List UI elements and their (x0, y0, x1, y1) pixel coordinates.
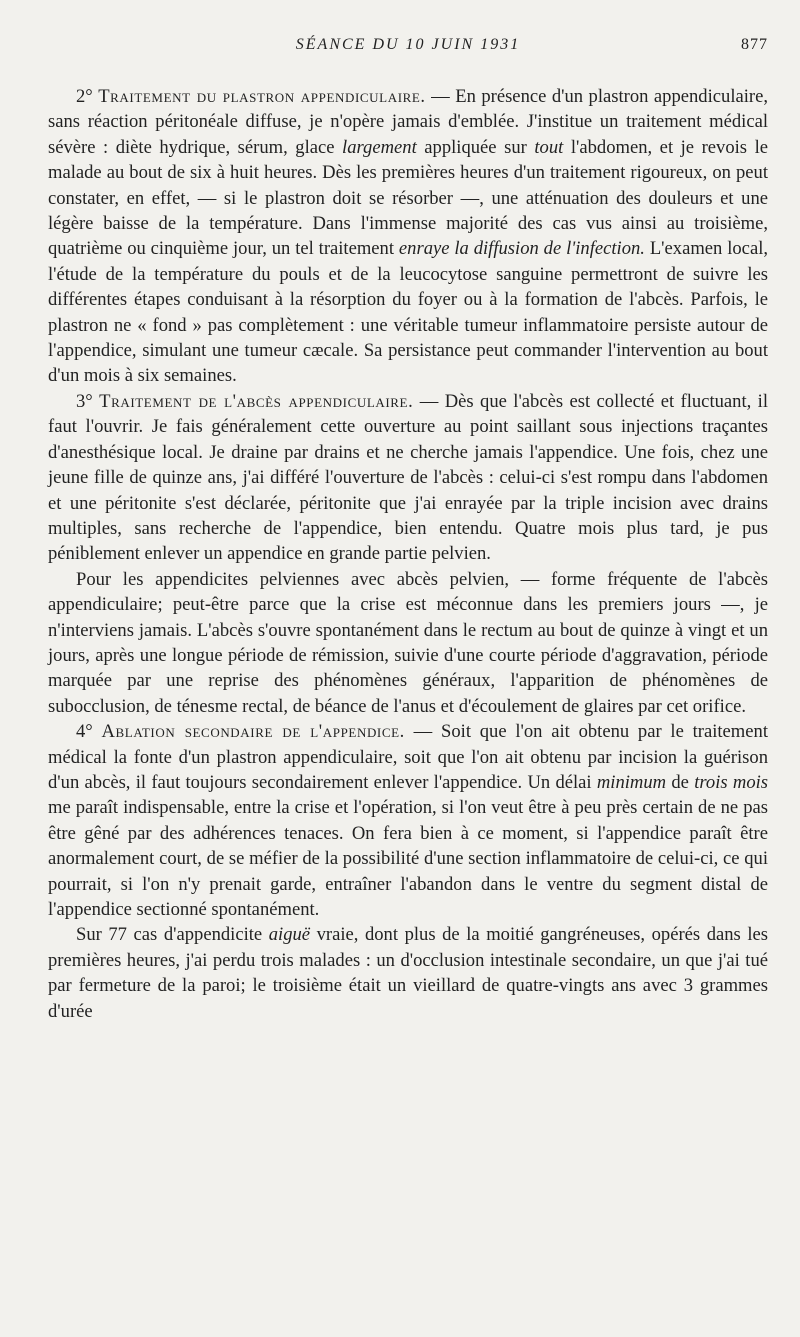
section-heading: Ablation secondaire de l'appendice. (101, 721, 405, 743)
paragraph-statistiques (48, 922, 768, 1024)
section-heading: Traitement de l'abcès appendiculaire. (99, 390, 414, 412)
section-number: 4° (76, 721, 102, 743)
paragraph-pelviennes: Pour les appendicites pelviennes avec abcès pelvien, — forme fréquente de l'abcès appendiculaire; peut-être parce que la crise est méconnue dans les premiers jours —, je n'interviens jamais. L'abcès s'ouvre spontanément dans le rectum au bout de quinze à vingt et un jours, après une longue période de rémission, suivie d'une courte période d'aggravation, période marquée par une reprise des phénomènes généraux, l'apparition de phénomènes de subocclusion, de ténesme rectal, de béance de l'anus et d'écoulement de glaires par cet orifice. (48, 568, 768, 717)
text-run: vraie, dont plus de la moitié gangréneuses, opérés dans les premières heures, j'ai perdu trois malades : un d'occlusion intestinale secondaire, un que j'ai tué par fermeture de la paroi; le troisième était un vieillard de quatre-vingts ans avec 3 grammes d'urée (48, 924, 768, 1022)
text-run: — Dès que l'abcès est collecté et fluctuant, il faut l'ouvrir. Je fais généralement cette ouverture au point saillant sous injections traçantes d'anesthésique local. Je draine par drains et ne cherche jamais l'appendice. Une fois, chez une jeune fille de quinze ans, j'ai différé l'ouverture de l'abcès : celui-ci s'est rompu dans l'abdomen et une péritonite s'est déclarée, péritonite que j'ai enrayée par la triple incision avec drains multiples, sans recherche de l'appendice, bien entendu. Quatre mois plus tard, je pus péniblement enlever un appendice en grande partie pelvien. (48, 390, 768, 565)
text-run: appliquée sur (416, 136, 535, 158)
section-heading: Traitement du plastron appendiculaire. (98, 86, 426, 107)
italic-run: aiguë (268, 924, 311, 946)
italic-run: enraye la diffusion de l'infection. (398, 238, 645, 260)
paragraph-abces (48, 389, 768, 567)
section-number: 3° (76, 390, 100, 412)
text-run: de (666, 771, 695, 793)
text-run: Sur 77 cas d'appendicite (76, 924, 269, 946)
article-body (48, 84, 768, 1024)
text-run: l'abdomen, et je revois le malade au bout de six à huit heures. Dès les premières heures d'un traitement rigoureux, on peut constater, en effet, — si le plastron doit se résorber —, une atténuation des douleurs et une légère baisse de la température. Dans l'immense majorité des cas vus ainsi au troisième, quatrième ou cinquième jour, un tel traitement (48, 136, 768, 260)
page-number: 877 (741, 36, 768, 53)
text-run: me paraît indispensable, entre la crise et l'opération, si l'on veut être à peu près certain de ne pas être gêné par des adhérences tenaces. On fera bien à ce moment, si l'appendice paraît être anormalement court, de se méfier de la possibilité d'une section inflammatoire de celui-ci, ce qui pourrait, si l'on n'y prenait garde, entraîner l'abandon dans le ventre du segment distal de l'appendice sectionné spontanément. (48, 797, 768, 920)
italic-run: tout (534, 136, 564, 158)
italic-run: largement (342, 136, 417, 158)
italic-run: trois mois (694, 771, 769, 793)
text-run: — En présence d'un plastron appendiculaire, sans réaction péritonéale diffuse, je n'opère jamais d'emblée. J'institue un traitement médical sévère : diète hydrique, sérum, glace (48, 86, 768, 158)
paragraph-ablation (48, 719, 768, 922)
italic-run: minimum (596, 771, 667, 793)
running-header (48, 36, 768, 62)
running-title: SÉANCE DU 10 JUIN 1931 (295, 36, 521, 53)
paragraph-plastron (48, 84, 768, 389)
text-run: — Soit que l'on ait obtenu par le traitement médical la fonte d'un plastron appendiculaire, soit que l'on ait obtenu par incision la guérison d'un abcès, il faut toujours secondairement enlever l'appendice. Un délai (48, 721, 768, 793)
text-run: L'examen local, l'étude de la température du pouls et de la leucocytose sanguine permettront de suivre les différentes étapes conduisant à la résorption du foyer ou à la formation de l'abcès. Parfois, le plastron ne « fond » pas complètement : une véritable tumeur inflammatoire persiste autour de l'appendice, simulant une tumeur cæcale. Sa persistance peut commander l'intervention au bout d'un mois à six semaines. (48, 238, 769, 387)
section-number: 2° (76, 86, 99, 107)
